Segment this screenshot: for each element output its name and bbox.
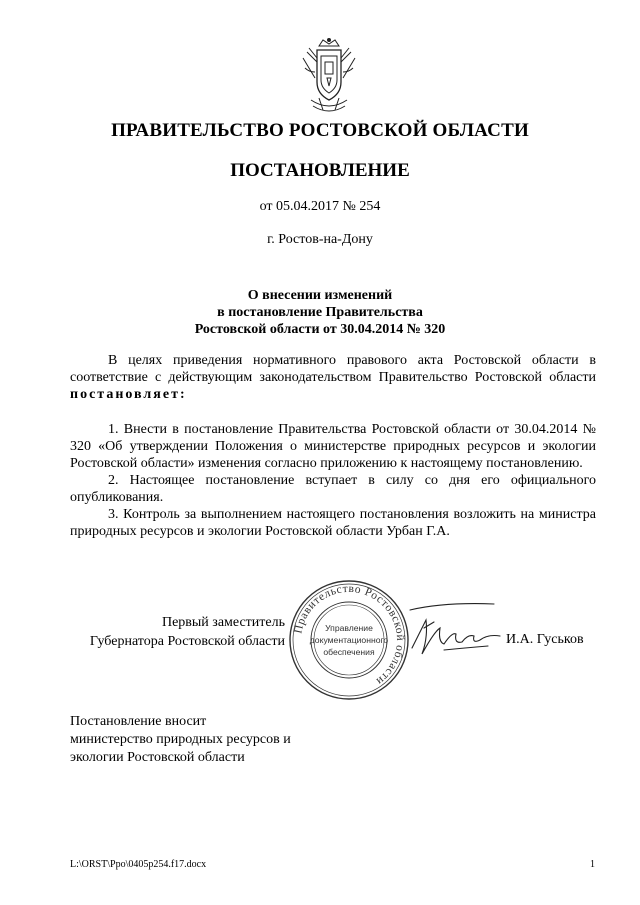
government-title: ПРАВИТЕЛЬСТВО РОСТОВСКОЙ ОБЛАСТИ (111, 120, 529, 141)
resolution-point: 1. Внести в постановление Правительства Ростовской области от 30.04.2014 № 320 «Об утверждении Положения о министерстве природных ресурсов и экологии Ростовской области» изменения согласно приложению к настоящему постановлению. (70, 422, 596, 471)
resolution-points (70, 421, 596, 540)
stamp-center-line: Управление (325, 623, 373, 633)
position-line: Первый заместитель (161, 615, 285, 630)
preamble-text: В целях приведения нормативного правового акта Ростовской области в соответствие с действующим законодательством Правительство Ростовской области (70, 353, 596, 385)
preamble-paragraph (70, 352, 596, 403)
signatory-name: И.А. Гуськов (506, 632, 584, 647)
subject-line: в постановление Правительства (217, 305, 423, 320)
subject-line: Ростовской области от 30.04.2014 № 320 (194, 322, 446, 337)
page-number: 1 (590, 859, 595, 870)
stamp-center-line: обеспечения (323, 647, 375, 657)
resolution-point: 3. Контроль за выполнением настоящего постановления возложить на министра природных ресурсов и экологии Ростовской области Урбан Г.А. (70, 507, 596, 539)
file-path: L:\ORST\Ppo\0405p254.f17.docx (70, 859, 207, 870)
handwritten-signature (404, 598, 504, 668)
document-subject (0, 287, 640, 338)
coat-of-arms-icon (297, 38, 361, 118)
stamp-ring-text: Правительство Ростовской области (292, 582, 407, 688)
author-line: экологии Ростовской области (70, 750, 245, 765)
official-stamp (287, 578, 411, 702)
document-city: г. Ростов-на-Дону (267, 232, 373, 247)
signatory-position (60, 613, 285, 651)
resolves-keyword: постановляет: (70, 387, 187, 402)
position-line: Губернатора Ростовской области (89, 634, 285, 649)
author-note (70, 713, 291, 767)
author-line: Постановление вносит (70, 714, 207, 729)
stamp-center-line: документационного (309, 635, 389, 645)
subject-line: О внесении изменений (247, 288, 393, 303)
author-line: министерство природных ресурсов и (70, 732, 291, 747)
document-type: ПОСТАНОВЛЕНИЕ (230, 160, 410, 181)
resolution-point: 2. Настоящее постановление вступает в силу со дня его официального опубликования. (70, 473, 596, 505)
document-date-number: от 05.04.2017 № 254 (259, 199, 381, 214)
